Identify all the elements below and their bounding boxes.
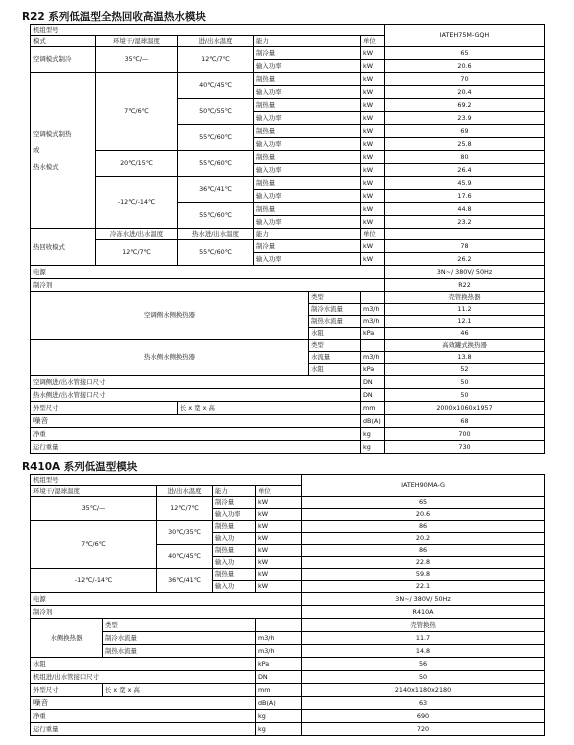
row-label: 类型 bbox=[309, 340, 361, 352]
row-value: 86 bbox=[302, 545, 545, 557]
row-unit: kW bbox=[256, 569, 302, 581]
pipe-ac-unit: DN bbox=[361, 376, 385, 389]
heating-ambient: 20℃/15℃ bbox=[96, 151, 178, 177]
cooling-ambient: 35℃/— bbox=[96, 47, 178, 73]
op-weight-unit: kg bbox=[256, 723, 302, 736]
header-chilled-water: 冷冻水进/出水温度 bbox=[96, 229, 178, 240]
row-unit: kW bbox=[256, 545, 302, 557]
row-value: 69.2 bbox=[385, 99, 545, 112]
row-label: 制热量 bbox=[254, 99, 361, 112]
row-value: 壳管换热 bbox=[302, 619, 545, 632]
header-ambient: 环境干/湿球温度 bbox=[96, 36, 178, 47]
row-label: 类型 bbox=[309, 292, 361, 304]
header-capacity: 能力 bbox=[213, 486, 256, 497]
heating-mode-line2: 或 bbox=[33, 146, 40, 155]
row-label: 输入功率 bbox=[254, 112, 361, 125]
row-unit: m3/h bbox=[256, 632, 302, 645]
row-value: 45.9 bbox=[385, 177, 545, 190]
row-label: 类型 bbox=[103, 619, 256, 632]
row-unit: kW bbox=[361, 253, 385, 266]
dims-value: 2140x1180x2180 bbox=[302, 684, 545, 697]
row-label: 制热量 bbox=[254, 203, 361, 216]
refrigerant-label: 制冷剂 bbox=[31, 279, 385, 292]
row-value: 22.1 bbox=[302, 581, 545, 593]
row-unit: kW bbox=[256, 557, 302, 569]
row-label: 输入功率 bbox=[254, 86, 361, 99]
r22-section-title: R22 系列低温型全热回收高温热水模块 bbox=[22, 11, 206, 23]
dims-unit: mm bbox=[361, 402, 385, 415]
ac-hx-name: 空调侧水侧换热器 bbox=[31, 292, 309, 340]
row-label: 制冷水流量 bbox=[309, 304, 361, 316]
row-unit: kW bbox=[361, 216, 385, 229]
heating-water: 55℃/60℃ bbox=[178, 125, 254, 151]
row-value: 22.8 bbox=[302, 557, 545, 569]
row-unit: kW bbox=[361, 138, 385, 151]
row-label: 制热量 bbox=[213, 521, 256, 533]
row-unit: kW bbox=[361, 164, 385, 177]
row-label: 输入功率 bbox=[254, 138, 361, 151]
noise-unit: dB(A) bbox=[256, 697, 302, 710]
power-label: 电源 bbox=[31, 593, 302, 606]
cooling-water: 12℃/7℃ bbox=[178, 47, 254, 73]
row-label: 输入功率 bbox=[254, 190, 361, 203]
row-label: 水阻 bbox=[309, 364, 361, 376]
net-weight-label: 净重 bbox=[31, 428, 361, 441]
row-unit: kW bbox=[361, 203, 385, 216]
row-label: 制热量 bbox=[213, 545, 256, 557]
r22-spec-table bbox=[30, 24, 545, 454]
heating-mode-line3: 热水模式 bbox=[33, 162, 59, 171]
heating-mode-line1: 空调模式制热 bbox=[33, 129, 72, 138]
row-label: 输入功 bbox=[213, 581, 256, 593]
heating-water: 36℃/41℃ bbox=[157, 569, 213, 593]
row-unit: kW bbox=[256, 497, 302, 509]
net-weight-label: 净重 bbox=[31, 710, 256, 723]
recovery-hot: 55℃/60℃ bbox=[178, 240, 254, 266]
row-value: 65 bbox=[302, 497, 545, 509]
row-unit bbox=[361, 292, 385, 304]
pipe-hw-value: 50 bbox=[385, 389, 545, 402]
pipe-value: 50 bbox=[302, 671, 545, 684]
row-unit: m3/h bbox=[361, 352, 385, 364]
row-unit: kW bbox=[361, 177, 385, 190]
row-unit bbox=[361, 340, 385, 352]
row-value: 壳管换热器 bbox=[385, 292, 545, 304]
heating-ambient: 7℃/6℃ bbox=[96, 73, 178, 151]
net-weight-unit: kg bbox=[361, 428, 385, 441]
row-label: 水流量 bbox=[309, 352, 361, 364]
row-unit: kW bbox=[256, 521, 302, 533]
header-capacity: 能力 bbox=[254, 36, 361, 47]
row-value: 20.6 bbox=[385, 60, 545, 73]
row-unit: kW bbox=[256, 581, 302, 593]
recovery-chilled: 12℃/7℃ bbox=[96, 240, 178, 266]
heating-water: 50℃/55℃ bbox=[178, 99, 254, 125]
row-label: 制热量 bbox=[254, 177, 361, 190]
noise-value: 63 bbox=[302, 697, 545, 710]
row-value: 11.2 bbox=[385, 304, 545, 316]
pipe-unit: DN bbox=[256, 671, 302, 684]
power-label: 电源 bbox=[31, 266, 385, 279]
row-value: 20.2 bbox=[302, 533, 545, 545]
op-weight-label: 运行重量 bbox=[31, 723, 256, 736]
row-unit: kW bbox=[361, 190, 385, 203]
row-unit: kW bbox=[361, 112, 385, 125]
recovery-mode: 热回收模式 bbox=[31, 229, 96, 266]
cooling-ambient: 35℃/— bbox=[31, 497, 157, 521]
dims-sub: 长 x 宽 x 高 bbox=[103, 684, 256, 697]
refrigerant-value: R22 bbox=[385, 279, 545, 292]
r410a-spec-table bbox=[30, 474, 545, 736]
row-unit: kW bbox=[361, 86, 385, 99]
hw-hx-name: 热水侧水侧换热器 bbox=[31, 340, 309, 376]
row-value: 86 bbox=[302, 521, 545, 533]
net-weight-value: 700 bbox=[385, 428, 545, 441]
row-value: 17.6 bbox=[385, 190, 545, 203]
row-label: 制冷量 bbox=[254, 47, 361, 60]
op-weight-unit: kg bbox=[361, 441, 385, 454]
header-unit: 单位 bbox=[256, 486, 302, 497]
header-water: 进/出水温度 bbox=[178, 36, 254, 47]
row-value: 高效罐式换热器 bbox=[385, 340, 545, 352]
row-label: 制热量 bbox=[254, 151, 361, 164]
heating-ambient: 7℃/6℃ bbox=[31, 521, 157, 569]
header-capacity: 能力 bbox=[254, 229, 361, 240]
row-unit: kPa bbox=[361, 328, 385, 340]
pipe-ac-value: 50 bbox=[385, 376, 545, 389]
header-unit: 单位 bbox=[361, 229, 385, 240]
row-label: 制冷水流量 bbox=[103, 632, 256, 645]
row-label: 制热水流量 bbox=[103, 645, 256, 658]
model-label: 机组型号 bbox=[31, 25, 385, 36]
noise-value: 68 bbox=[385, 415, 545, 428]
noise-label: 噪音 bbox=[31, 697, 256, 710]
model-value: IATEH90MA-G bbox=[302, 475, 545, 497]
row-value: 78 bbox=[385, 240, 545, 253]
heating-water: 55℃/60℃ bbox=[178, 151, 254, 177]
water-res-value: 56 bbox=[302, 658, 545, 671]
cooling-water: 12℃/7℃ bbox=[157, 497, 213, 521]
row-label: 制热量 bbox=[254, 125, 361, 138]
row-value: 14.8 bbox=[302, 645, 545, 658]
row-label: 输入功 bbox=[213, 533, 256, 545]
row-unit: kW bbox=[256, 533, 302, 545]
row-value: 25.8 bbox=[385, 138, 545, 151]
noise-unit: dB(A) bbox=[361, 415, 385, 428]
row-value: 20.4 bbox=[385, 86, 545, 99]
row-value: 12.1 bbox=[385, 316, 545, 328]
row-label: 制冷量 bbox=[254, 240, 361, 253]
heating-water: 55℃/60℃ bbox=[178, 203, 254, 229]
row-value: 80 bbox=[385, 151, 545, 164]
row-label: 输入功 bbox=[213, 557, 256, 569]
empty-cell bbox=[385, 229, 545, 240]
noise-label: 噪音 bbox=[31, 415, 361, 428]
heating-water: 36℃/41℃ bbox=[178, 177, 254, 203]
row-unit: m3/h bbox=[256, 645, 302, 658]
row-value: 52 bbox=[385, 364, 545, 376]
row-value: 65 bbox=[385, 47, 545, 60]
net-weight-value: 690 bbox=[302, 710, 545, 723]
heating-ambient: -12℃/-14℃ bbox=[96, 177, 178, 229]
pipe-label: 机组进/出水管接口尺寸 bbox=[31, 671, 256, 684]
row-value: 13.8 bbox=[385, 352, 545, 364]
model-value: IATEH75M-GQH bbox=[385, 25, 545, 47]
row-unit bbox=[256, 619, 302, 632]
header-mode: 模式 bbox=[31, 36, 96, 47]
header-unit: 单位 bbox=[361, 36, 385, 47]
row-unit: kW bbox=[361, 99, 385, 112]
op-weight-value: 720 bbox=[302, 723, 545, 736]
header-ambient: 环境干/湿球温度 bbox=[31, 486, 157, 497]
cooling-mode: 空调模式制冷 bbox=[31, 47, 96, 73]
row-value: 11.7 bbox=[302, 632, 545, 645]
row-label: 制热量 bbox=[213, 569, 256, 581]
row-value: 23.2 bbox=[385, 216, 545, 229]
hx-name: 水侧换热器 bbox=[31, 619, 103, 658]
water-res-unit: kPa bbox=[256, 658, 302, 671]
row-label: 输入功率 bbox=[254, 164, 361, 177]
row-label: 输入功率 bbox=[213, 509, 256, 521]
row-label: 水阻 bbox=[309, 328, 361, 340]
row-unit: m3/h bbox=[361, 304, 385, 316]
row-value: 23.9 bbox=[385, 112, 545, 125]
heating-ambient: -12℃/-14℃ bbox=[31, 569, 157, 593]
model-label: 机组型号 bbox=[31, 475, 302, 486]
power-value: 3N~/ 380V/ 50Hz bbox=[385, 266, 545, 279]
heating-mode bbox=[31, 73, 96, 229]
row-unit: kW bbox=[361, 240, 385, 253]
row-label: 制冷量 bbox=[213, 497, 256, 509]
op-weight-label: 运行重量 bbox=[31, 441, 361, 454]
dims-unit: mm bbox=[256, 684, 302, 697]
row-label: 制热量 bbox=[254, 73, 361, 86]
dims-label: 外型尺寸 bbox=[31, 684, 103, 697]
row-unit: kW bbox=[361, 60, 385, 73]
row-unit: m3/h bbox=[361, 316, 385, 328]
dims-sub: 长 x 宽 x 高 bbox=[178, 402, 361, 415]
row-value: 59.8 bbox=[302, 569, 545, 581]
row-unit: kW bbox=[256, 509, 302, 521]
dims-value: 2000x1060x1957 bbox=[385, 402, 545, 415]
heating-water: 40℃/45℃ bbox=[157, 545, 213, 569]
row-label: 输入功率 bbox=[254, 253, 361, 266]
row-value: 20.6 bbox=[302, 509, 545, 521]
power-value: 3N~/ 380V/ 50Hz bbox=[302, 593, 545, 606]
pipe-hw-unit: DN bbox=[361, 389, 385, 402]
row-label: 制热水流量 bbox=[309, 316, 361, 328]
net-weight-unit: kg bbox=[256, 710, 302, 723]
row-unit: kW bbox=[361, 151, 385, 164]
row-unit: kW bbox=[361, 73, 385, 86]
header-water: 进/出水温度 bbox=[157, 486, 213, 497]
heating-water: 40℃/45℃ bbox=[178, 73, 254, 99]
pipe-ac-label: 空调侧进/出水管接口尺寸 bbox=[31, 376, 361, 389]
row-value: 46 bbox=[385, 328, 545, 340]
pipe-hw-label: 热水侧进/出水管接口尺寸 bbox=[31, 389, 361, 402]
refrigerant-value: R410A bbox=[302, 606, 545, 619]
dims-label: 外型尺寸 bbox=[31, 402, 178, 415]
row-label: 输入功率 bbox=[254, 60, 361, 73]
refrigerant-label: 制冷剂 bbox=[31, 606, 302, 619]
row-unit: kPa bbox=[361, 364, 385, 376]
row-label: 输入功率 bbox=[254, 216, 361, 229]
row-value: 70 bbox=[385, 73, 545, 86]
row-value: 26.2 bbox=[385, 253, 545, 266]
row-value: 26.4 bbox=[385, 164, 545, 177]
row-value: 69 bbox=[385, 125, 545, 138]
row-value: 44.8 bbox=[385, 203, 545, 216]
op-weight-value: 730 bbox=[385, 441, 545, 454]
water-res-label: 水阻 bbox=[31, 658, 256, 671]
row-unit: kW bbox=[361, 47, 385, 60]
row-unit: kW bbox=[361, 125, 385, 138]
heating-water: 30℃/35℃ bbox=[157, 521, 213, 545]
r410a-section-title: R410A 系列低温型模块 bbox=[22, 461, 138, 473]
header-hot-water: 热水进/出水温度 bbox=[178, 229, 254, 240]
